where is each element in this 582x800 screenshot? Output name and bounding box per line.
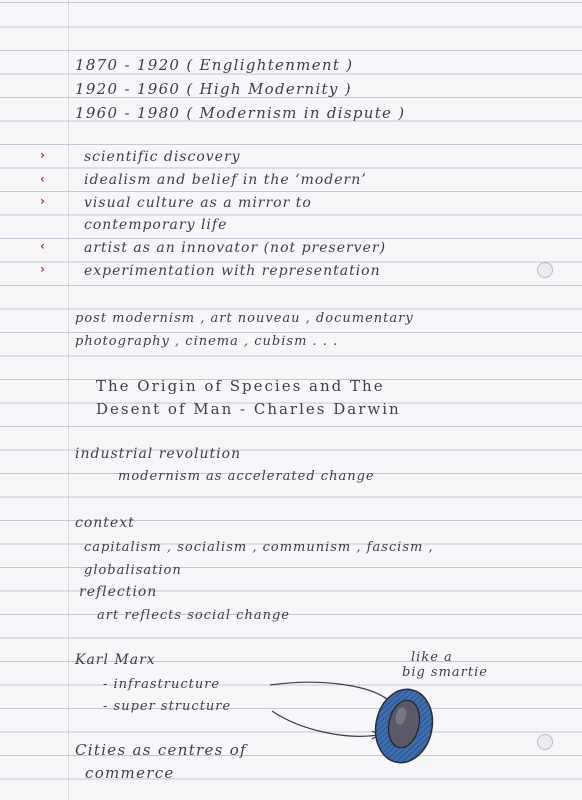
marx-item: - infrastructure	[103, 677, 221, 692]
movements-line: photography , cinema , cubism . . .	[75, 334, 339, 349]
period-line: 1960 - 1980 ( Modernism in dispute )	[75, 104, 406, 122]
context-list: capitalism , socialism , communism , fascism ,	[84, 540, 434, 555]
characteristic-item: scientific discovery	[84, 149, 241, 165]
characteristic-item: contemporary life	[84, 217, 228, 233]
period-line: 1870 - 1920 ( Englightenment )	[75, 56, 354, 74]
section-note: art reflects social change	[97, 608, 290, 623]
darwin-title: The Origin of Species and The	[96, 377, 385, 395]
darwin-title: Desent of Man - Charles Darwin	[96, 400, 401, 418]
characteristic-item: idealism and belief in the ‘modern’	[84, 172, 367, 188]
cities-line: commerce	[85, 764, 175, 782]
cities-line: Cities as centres of	[75, 741, 247, 759]
characteristic-item: visual culture as a mirror to	[84, 195, 312, 211]
movements-line: post modernism , art nouveau , documentary	[75, 311, 414, 326]
smartie-annotation: like a	[411, 650, 453, 665]
red-tick-mark: ‹	[40, 172, 45, 186]
red-tick-mark: ›	[40, 148, 45, 162]
red-tick-mark: ›	[40, 194, 45, 208]
section-heading: industrial revolution	[75, 446, 242, 462]
period-line: 1920 - 1960 ( High Modernity )	[75, 80, 352, 98]
section-heading: reflection	[79, 584, 158, 600]
arrow-infrastructure	[270, 682, 388, 700]
characteristic-item: experimentation with representation	[84, 263, 381, 279]
red-tick-mark: ‹	[40, 239, 45, 253]
characteristic-item: artist as an innovator (not preserver)	[84, 240, 387, 256]
red-tick-mark: ›	[40, 262, 45, 276]
arrow-superstructure	[272, 711, 378, 736]
section-heading: Karl Marx	[75, 652, 156, 668]
section-heading: context	[75, 515, 135, 531]
section-note: modernism as accelerated change	[118, 469, 375, 484]
context-list: globalisation	[84, 563, 182, 578]
marx-item: - super structure	[103, 699, 232, 714]
smartie-annotation: big smartie	[402, 665, 488, 680]
